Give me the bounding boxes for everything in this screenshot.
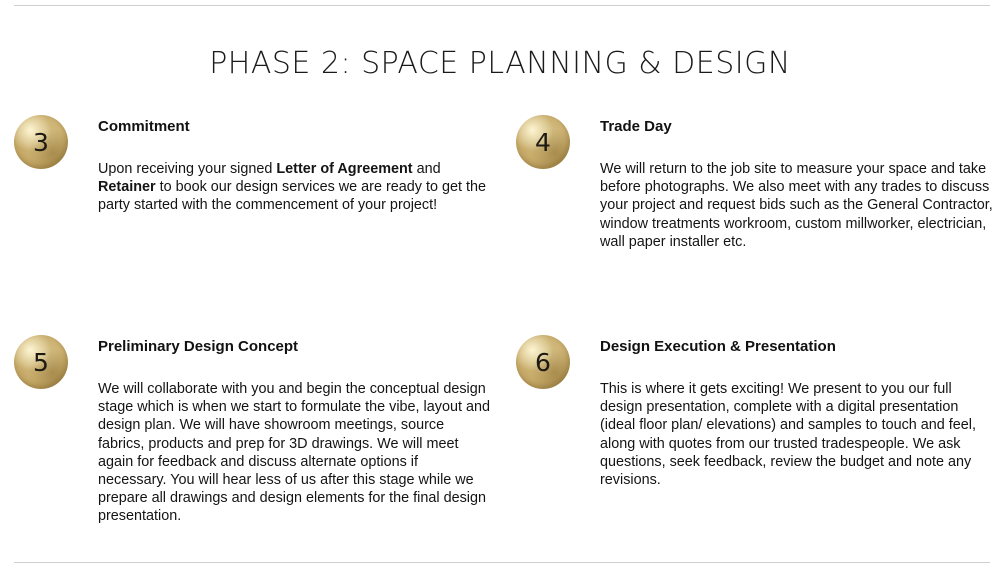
gold-number-badge <box>516 115 570 169</box>
step-number: 4 <box>535 127 551 157</box>
step-title: Preliminary Design Concept <box>98 338 299 355</box>
page-title: PHASE 2: SPACE PLANNING & DESIGN <box>209 46 791 81</box>
step-number: 5 <box>33 347 49 377</box>
step-title: Design Execution & Presentation <box>600 338 836 355</box>
description-text: and <box>412 161 441 177</box>
step-title: Commitment <box>98 118 190 135</box>
top-divider <box>14 5 990 6</box>
step-number: 3 <box>33 127 49 157</box>
step-description: We will return to the job site to measure your space and take before photographs. We also meet with any trades to discuss your project and request bids such as the General Contractor, window treatments workroom, custom millworker, electrician, wall paper installer etc. <box>600 161 993 250</box>
description-text: to book our design services we are ready to get the party started with the commencement of your project! <box>98 179 486 214</box>
description-text: Upon receiving your signed <box>98 161 277 177</box>
step-title: Trade Day <box>600 118 672 135</box>
step-description <box>98 160 490 215</box>
step-number: 6 <box>535 347 551 377</box>
bottom-divider <box>14 562 990 563</box>
letter-of-agreement-text: Letter of Agreement <box>276 161 413 177</box>
gold-number-badge <box>14 335 68 389</box>
gold-number-badge <box>14 115 68 169</box>
step-description: We will collaborate with you and begin the conceptual design stage which is when we start to formulate the vibe, layout and design plan. We will have showroom meetings, source fabrics, products and prep for 3D drawings. We will meet again for feedback and discuss alternate options if necessary. You will hear less of us after this stage while we prepare all drawings and design elements for the final design presentation. <box>98 381 490 525</box>
step-description: This is where it gets exciting! We present to you our full design presentation, complete with a digital presentation (ideal floor plan/ elevations) and samples to touch and feel, along with quotes from our trusted tradespeople. We ask questions, seek feedback, review the budget and note any revisions. <box>600 381 976 489</box>
gold-number-badge <box>516 335 570 389</box>
retainer-text: Retainer <box>98 179 156 196</box>
